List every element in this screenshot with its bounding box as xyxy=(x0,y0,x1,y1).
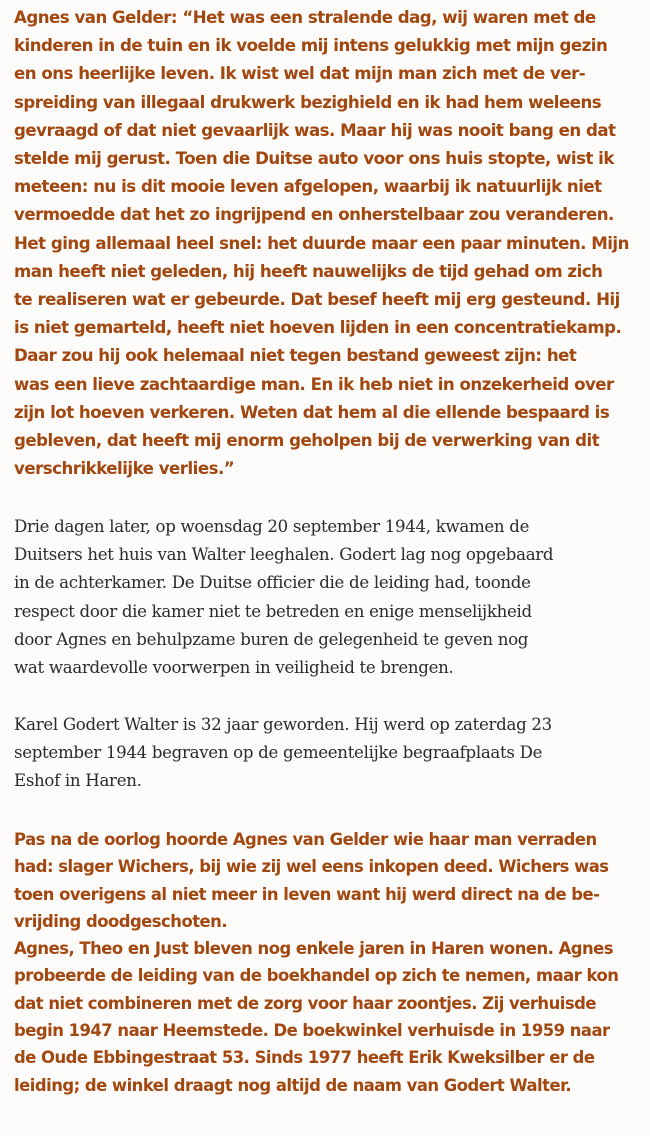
paragraph-line: september 1944 begraven op de gemeentelijke begraafplaats De xyxy=(14,743,543,763)
paragraph-line: Drie dagen later, op woensdag 20 september 1944, kwamen de xyxy=(14,517,530,536)
quote-line: vermoedde dat het zo ingrijpend en onherstelbaar zou veranderen. xyxy=(14,205,614,225)
epilogue-line: Agnes, Theo en Just bleven nog enkele jaren in Haren wonen. Agnes xyxy=(14,939,614,959)
quote-line: kinderen in de tuin en ik voelde mij intens gelukkig met mijn gezin xyxy=(14,36,608,56)
epilogue-line: leiding; de winkel draagt nog altijd de naam van Godert Walter. xyxy=(14,1075,572,1095)
paragraph-drie-dagen-later xyxy=(14,513,644,682)
quote-line: zijn lot hoeven verkeren. Weten dat hem al die ellende bespaard is xyxy=(14,402,610,422)
quote-line: Daar zou hij ook helemaal niet tegen bestand geweest zijn: het xyxy=(14,346,577,366)
paragraph-line: wat waardevolle voorwerpen in veiligheid te brengen. xyxy=(14,658,454,678)
paragraph-line: respect door die kamer niet te betreden en enige menselijkheid xyxy=(14,601,532,621)
quote-line: en ons heerlijke leven. Ik wist wel dat mijn man zich met de ver- xyxy=(14,64,586,84)
epilogue-line: dat niet combineren met de zorg voor haar zoontjes. Zij verhuisde xyxy=(14,993,596,1013)
quote-line: meteen: nu is dit mooie leven afgelopen, waarbij ik natuurlijk niet xyxy=(14,177,602,197)
paragraph-line: Eshof in Haren. xyxy=(14,771,142,791)
quote-line: gebleven, dat heeft mij enorm geholpen bij de verwerking van dit xyxy=(14,431,600,451)
epilogue-line: Pas na de oorlog hoorde Agnes van Gelder wie haar man verraden xyxy=(14,830,597,849)
epilogue-line: had: slager Wichers, bij wie zij wel eens inkopen deed. Wichers was xyxy=(14,857,609,877)
quote-agnes-van-gelder xyxy=(14,4,644,483)
epilogue-after-the-war xyxy=(14,826,644,1099)
epilogue-line: begin 1947 naar Heemstede. De boekwinkel verhuisde in 1959 naar xyxy=(14,1021,610,1041)
quote-line: was een lieve zachtaardige man. En ik heb niet in onzekerheid over xyxy=(14,374,614,394)
quote-line: verschrikkelijke verlies.” xyxy=(14,459,235,479)
epilogue-line: vrijding doodgeschoten. xyxy=(14,911,228,931)
epilogue-line: probeerde de leiding van de boekhandel op zich te nemen, maar kon xyxy=(14,966,619,986)
quote-line: man heeft niet geleden, hij heeft nauwelijks de tijd gehad om zich xyxy=(14,261,603,281)
paragraph-line: Karel Godert Walter is 32 jaar geworden. Hij werd op zaterdag 23 xyxy=(14,715,552,734)
quote-line: gevraagd of dat niet gevaarlijk was. Maar hij was nooit bang en dat xyxy=(14,120,616,140)
quote-line: te realiseren wat er gebeurde. Dat besef heeft mij erg gesteund. Hij xyxy=(14,290,620,310)
quote-line: Agnes van Gelder: “Het was een stralende dag, wij waren met de xyxy=(14,8,596,27)
paragraph-line: in de achterkamer. De Duitse officier die de leiding had, toonde xyxy=(14,573,531,593)
paragraph-karel-godert-walter xyxy=(14,711,644,796)
paragraph-line: door Agnes en behulpzame buren de gelegenheid te geven nog xyxy=(14,629,529,649)
epilogue-line: de Oude Ebbingestraat 53. Sinds 1977 heeft Erik Kweksilber er de xyxy=(14,1048,595,1068)
epilogue-line: toen overigens al niet meer in leven want hij werd direct na de be- xyxy=(14,884,600,904)
quote-line: spreiding van illegaal drukwerk bezighield en ik had hem weleens xyxy=(14,92,602,112)
quote-line: is niet gemarteld, heeft niet hoeven lijden in een concentratiekamp. xyxy=(14,318,622,338)
quote-line: stelde mij gerust. Toen die Duitse auto voor ons huis stopte, wist ik xyxy=(14,149,614,169)
quote-line: Het ging allemaal heel snel: het duurde maar een paar minuten. Mijn xyxy=(14,233,629,253)
paragraph-line: Duitsers het huis van Walter leeghalen. Godert lag nog opgebaard xyxy=(14,545,554,565)
